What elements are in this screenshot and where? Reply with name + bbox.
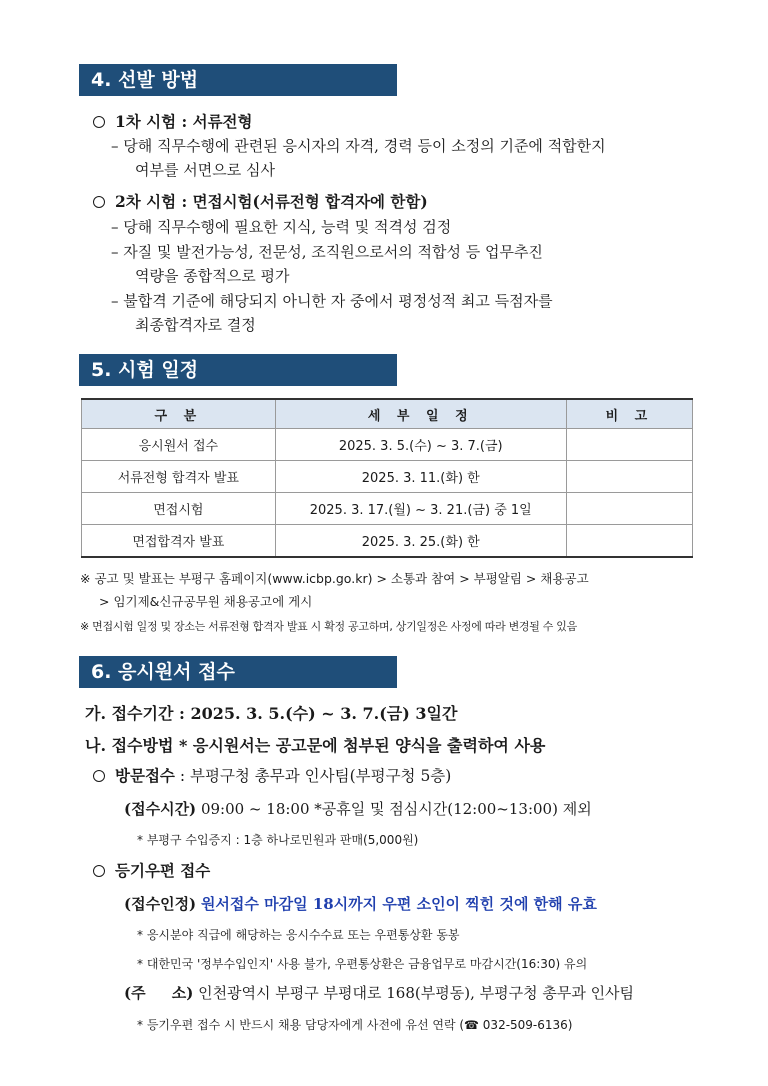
mail-note-2: * 대한민국 '정부수입인지' 사용 불가, 우편통상환은 금융업무로 마감시간(16:30) 유의 <box>137 957 588 971</box>
table-cell: 면접합격자 발표 <box>82 525 276 558</box>
table-cell: 응시원서 접수 <box>82 429 276 461</box>
mail-note-1: * 응시분야 직급에 해당하는 응시수수료 또는 우편통상환 동봉 <box>137 928 460 942</box>
mail-accept-line <box>124 894 597 914</box>
table-cell <box>566 525 692 558</box>
table-cell: 서류전형 합격자 발표 <box>82 461 276 493</box>
round1-title: 1차 시험 : 서류전형 <box>115 112 253 131</box>
circle-bullet-icon <box>93 770 105 782</box>
table-cell: 2025. 3. 5.(수) ~ 3. 7.(금) <box>275 429 566 461</box>
circle-bullet-icon <box>93 196 105 208</box>
application-method: 나. 접수방법 * 응시원서는 공고문에 첨부된 양식을 출력하여 사용 <box>85 736 546 755</box>
table-row <box>82 461 693 493</box>
round1-desc-2: 여부를 서면으로 심사 <box>135 161 275 179</box>
table-header-row <box>82 399 693 429</box>
table-cell: 2025. 3. 17.(월) ~ 3. 21.(금) 중 1일 <box>275 493 566 525</box>
visit-time-text: 09:00 ~ 18:00 *공휴일 및 점심시간(12:00~13:00) 제외 <box>200 800 592 818</box>
visit-time-label: (접수시간) <box>124 800 197 818</box>
schedule-note-2: ※ 면접시험 일정 및 장소는 서류전형 합격자 발표 시 확정 공고하며, 상기일정은 사정에 따라 변경될 수 있음 <box>80 620 577 633</box>
address-line <box>124 983 634 1003</box>
table-row <box>82 525 693 558</box>
table-cell <box>566 461 692 493</box>
table-cell <box>566 493 692 525</box>
circle-bullet-icon <box>93 116 105 128</box>
round2-title: 2차 시험 : 면접시험(서류전형 합격자에 한함) <box>115 192 428 211</box>
circle-bullet-icon <box>93 865 105 877</box>
schedule-note-1b: > 임기제&신규공무원 채용공고에 게시 <box>99 594 313 609</box>
schedule-table <box>81 398 693 558</box>
round2-desc-3: 역량을 종합적으로 평가 <box>135 267 290 285</box>
round2-desc-2: – 자질 및 발전가능성, 전문성, 조직원으로서의 적합성 등 업무추진 <box>111 243 543 261</box>
table-row <box>82 493 693 525</box>
round1-desc-1: – 당해 직무수행에 관련된 응시자의 자격, 경력 등이 소정의 기준에 적합한지 <box>111 137 606 155</box>
round1-title-line <box>93 112 253 132</box>
mail-note-3: * 등기우편 접수 시 반드시 채용 담당자에게 사전에 유선 연락 (☎ 032-509-6136) <box>137 1018 573 1032</box>
table-header-cell: 세 부 일 정 <box>275 399 566 429</box>
table-cell: 면접시험 <box>82 493 276 525</box>
table-header-cell: 구 분 <box>82 399 276 429</box>
mail-line <box>93 861 210 881</box>
table-cell: 2025. 3. 11.(화) 한 <box>275 461 566 493</box>
table-header-cell: 비 고 <box>566 399 692 429</box>
section-5-heading: 5. 시험 일정 <box>79 354 397 386</box>
round2-desc-4: – 불합격 기준에 해당되지 아니한 자 중에서 평정성적 최고 득점자를 <box>111 292 553 310</box>
mail-label: 등기우편 접수 <box>115 861 211 880</box>
visit-note: * 부평구 수입증지 : 1층 하나로민원과 판매(5,000원) <box>137 833 419 847</box>
table-cell <box>566 429 692 461</box>
mail-accept-text: 원서접수 마감일 18시까지 우편 소인이 찍힌 것에 한해 유효 <box>200 895 597 913</box>
address-text: 인천광역시 부평구 부평대로 168(부평동), 부평구청 총무과 인사팀 <box>198 984 635 1002</box>
section-6-heading: 6. 응시원서 접수 <box>79 656 397 688</box>
round2-desc-1: – 당해 직무수행에 필요한 지식, 능력 및 적격성 검정 <box>111 218 452 236</box>
table-row <box>82 429 693 461</box>
visit-label: 방문접수 <box>115 766 175 785</box>
application-period: 가. 접수기간 : 2025. 3. 5.(수) ~ 3. 7.(금) 3일간 <box>85 704 458 723</box>
visit-line <box>93 766 451 786</box>
round2-title-line <box>93 192 428 212</box>
address-label: (주 소) <box>124 984 194 1002</box>
visit-text: : 부평구청 총무과 인사팀(부평구청 5층) <box>179 767 452 785</box>
visit-time-line <box>124 799 592 819</box>
mail-accept-label: (접수인정) <box>124 895 197 913</box>
section-4-heading: 4. 선발 방법 <box>79 64 397 96</box>
round2-desc-5: 최종합격자로 결정 <box>135 316 256 334</box>
schedule-note-1a: ※ 공고 및 발표는 부평구 홈페이지(www.icbp.go.kr) > 소통과 참여 > 부평알림 > 채용공고 <box>80 571 589 586</box>
table-cell: 2025. 3. 25.(화) 한 <box>275 525 566 558</box>
